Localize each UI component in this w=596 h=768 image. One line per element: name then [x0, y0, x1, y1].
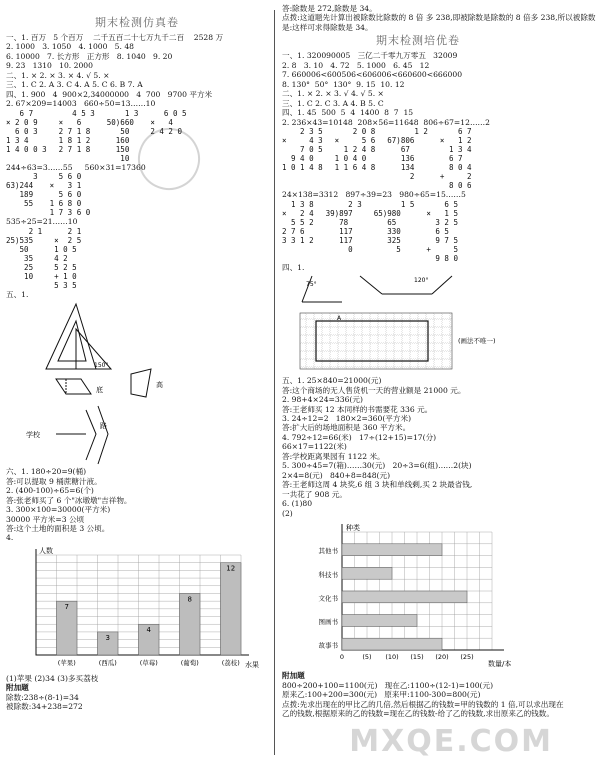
watermark: MXQE.COM	[349, 723, 553, 759]
answer-line: 四、1. 900 4 900×2,34000000 4 700 9700 平方米	[6, 89, 213, 99]
answer-line: 点拨:先求出现在的甲比乙的几倍,然后根据乙的钱数=甲的钱数的 1 倍,可以求出现在	[282, 699, 564, 709]
category-label: (荔枝)	[221, 658, 240, 667]
left-extra-lines	[6, 693, 268, 712]
category-label: 科技书	[318, 571, 338, 580]
left-extra-title: 附加题	[6, 683, 29, 693]
set-square-outer	[46, 304, 96, 369]
answer-line: (2)	[282, 508, 293, 518]
set-square-drawing	[36, 299, 186, 399]
answer-line: 答:王老师这周 4 块奖,6 组 3 块和单线剩,买 2 块最省钱,	[282, 480, 473, 490]
bar-value-label: 3	[105, 633, 110, 642]
answer-line: 800÷200+100=1100(元) 现在乙:1100÷(12-1)=100(元)	[282, 680, 494, 690]
road-label: 路	[100, 422, 107, 431]
left-answer-lines-2	[6, 163, 268, 172]
answer-line: 一、1. 320090005 三亿二千零九万零五 32009	[282, 51, 458, 61]
bar	[342, 615, 417, 627]
answer-line: 24×138=3312 897÷39=23 980÷65=15……5	[282, 190, 466, 200]
bar	[342, 591, 467, 603]
angle-ray-2	[302, 276, 312, 302]
tick-label: (5)	[362, 653, 372, 662]
left-calcs-row-3	[6, 227, 268, 290]
vertical-calculation: 2 1 25)535 50 35 25 10	[6, 226, 43, 281]
axis	[342, 524, 504, 650]
vertical-calculation: 2 3 39)897 78 117 117 0	[325, 199, 362, 254]
left-column	[6, 14, 268, 712]
answer-line: 答:扩大后的场地面积是 360 平方米。	[282, 423, 411, 433]
category-label: (苹果)	[57, 658, 76, 667]
route-drawing	[16, 402, 166, 464]
answer-line: 一、1. 百万 5 个百万 二千五百二十七万九千二百 2528 万	[6, 32, 224, 42]
answer-line: 6. 10000 7. 长方形 正方形 8. 1040 9. 20	[6, 51, 173, 61]
height-label: 高	[156, 381, 163, 390]
school-label: 学校	[26, 431, 40, 440]
answer-line: 原来乙:100+200=300(元) 原来甲:1100-300=800(元)	[282, 690, 481, 700]
answer-line: 244÷63=3……55 560×31=17360	[6, 162, 146, 172]
road-edge-b	[98, 406, 108, 464]
right-section-5-lines	[282, 376, 554, 518]
answer-line: 66×17=1122(米)	[282, 442, 347, 452]
answer-line: 答:张老师买了 6 个"冰墩墩"吉祥物。	[6, 495, 132, 505]
answer-line: 答:这个土地的面积是 3 公顷。	[6, 523, 110, 533]
vertical-calculation: 4 5 3 × 6 2 7 1 8 1 8 1 2 2 7 1 8	[58, 108, 95, 154]
category-label: 其他书	[318, 547, 338, 556]
answer-line: 4. 792÷12=66(米) 17÷(12+15)=17(分)	[282, 432, 437, 442]
answer-line: 三、1. C 2. C 3. A 4. B 5. C	[282, 98, 384, 108]
tick-label: (10)	[385, 653, 399, 662]
bar	[342, 639, 442, 651]
answer-line: 答:王老师买 12 本同样的书需要花 336 元。	[282, 404, 433, 414]
bar-value-label: 8	[187, 595, 192, 604]
vertical-calculation: 5 6 0 × 3 1 5 6 0 1 6 8 0 1 7 3 6 0	[49, 172, 91, 218]
vertical-calculation: 2 3 5 × 4 3 7 0 5 9 4 0 1 0 1 4 8	[282, 127, 323, 173]
answer-line: 2. 236×43=10148 208×56=11648 806÷67=12……2	[282, 117, 490, 127]
answer-line: 答:这个商场的无人售货机一天的营业额是 21000 元。	[282, 385, 466, 395]
answer-line: 7. 660006<600506<606006<660600<666000	[282, 70, 463, 80]
answer-line: 30000 平方米=3 公顷	[6, 514, 85, 524]
y-axis-label: 人数	[39, 546, 53, 555]
left-title: 期末检测仿真卷	[95, 16, 179, 29]
right-top-lines	[282, 4, 596, 32]
answer-line: 4.	[6, 533, 14, 543]
left-answer-lines	[6, 33, 268, 109]
answer-line: 3. 300×100=30000(平方米)	[6, 505, 111, 515]
y-axis-label: 种类	[346, 524, 360, 533]
trapezoid	[131, 369, 151, 397]
left-calcs-row-1	[6, 109, 268, 163]
answer-line: 除数:238÷(8-1)=34	[6, 692, 79, 702]
angle-120-label: 120°	[414, 277, 429, 285]
fruit-bar-chart	[6, 543, 259, 671]
bar	[221, 563, 242, 655]
base-label: 底	[96, 386, 103, 395]
vertical-calculation: 2 0 8 × 5 6 1 2 4 8 1 0 4 0 1 1 6 4 8	[334, 127, 376, 173]
chart-answer: (1)苹果 (2)34 (3)多买荔枝	[6, 673, 99, 683]
x-axis-label: 数量/本	[488, 660, 512, 669]
left-calcs-row-2	[6, 172, 268, 217]
bar	[342, 544, 442, 556]
answer-line: 6. (1)80	[282, 499, 313, 509]
tick-label: (15)	[410, 653, 424, 662]
angle-mark: 150°	[94, 362, 109, 370]
answer-line: 5. 300÷45=7(箱)……30(元) 20÷3=6(组)……2(块)	[282, 461, 472, 471]
road-edge-a	[86, 410, 96, 460]
answer-line: 2. 1000 3. 1050 4. 1000 5. 48	[6, 42, 134, 52]
set-square-inner	[58, 321, 86, 361]
book-bar-chart	[282, 518, 522, 668]
answer-line: 是:这样可求得除数是 34。	[282, 22, 373, 32]
answer-note: (画法不唯一)	[458, 337, 496, 346]
category-label: 故事书	[318, 641, 338, 650]
vertical-calculation: 6 0 5 × 4 2 4 2 0	[150, 108, 187, 136]
category-label: 图画书	[318, 618, 338, 627]
answer-line: 三、1. C 2. A 3. C 4. A 5. C 6. B 7. A	[6, 80, 143, 90]
right-section-4-label: 四、1.	[282, 262, 305, 272]
right-column	[282, 4, 596, 719]
answer-line: 答:除数是 272,除数是 34。	[282, 4, 377, 13]
category-label: (葡萄)	[180, 658, 199, 667]
grid-rectangle-drawing	[282, 311, 542, 373]
right-calcs-row-2	[282, 200, 554, 263]
vertical-calculation: 1 2 67)806 67 136 134 2	[387, 127, 428, 182]
tick-label: 0	[339, 653, 345, 662]
bar-value-label: 12	[226, 564, 236, 573]
category-label: (西瓜)	[98, 658, 117, 667]
answer-line: 2. 98+4×24=336(元)	[282, 395, 363, 405]
answer-line: 2. 67×209=14003 660÷50=13……10	[6, 99, 156, 109]
answer-line: 3. 24÷12=2 180×2=360(平方米)	[282, 413, 412, 423]
right-answer-lines-2	[282, 190, 554, 199]
vertical-calculation: 6 7 × 2 0 9 6 0 3 1 3 4 1 4 0 0 3	[6, 108, 47, 154]
tick-label: (20)	[435, 653, 449, 662]
vertical-calculation: 1 5 65)980 65 330 325 5	[373, 199, 415, 254]
answer-line: 2. 8 3. 10 4. 72 5. 1000 6. 45 12	[282, 60, 430, 70]
left-answer-lines-3	[6, 217, 268, 226]
answer-line: 一共花了 908 元。	[282, 489, 347, 499]
right-calcs-row-1	[282, 127, 554, 190]
bar-value-label: 4	[146, 626, 151, 635]
column-divider	[274, 10, 275, 755]
right-title: 期末检测培优卷	[376, 34, 460, 48]
answer-line: 点拨:这道题先计算出被除数比除数的 8 倍 多 238,即被除数是除数的 8 倍多 238,所以被除数	[282, 13, 596, 23]
angle-ray-5	[360, 276, 382, 294]
answer-line: 二、1. × 2. × 3. × 4. √ 5. ×	[6, 70, 110, 80]
answer-line: 535÷25=21……10	[6, 217, 78, 227]
answer-line: 四、1. 45 500 5 4 1400 8 7 15	[282, 108, 414, 118]
answer-line: 8. 130° 50° 130° 9. 15 10. 12	[282, 79, 405, 89]
category-label: 文化书	[318, 594, 338, 603]
vertical-calculation: 2 1 × 2 5 1 0 5 4 2 5 2 5 + 1 0 5 3 5	[54, 226, 82, 290]
answer-line: 五、1. 25×840=21000(元)	[282, 376, 382, 386]
right-extra-title: 附加题	[282, 671, 305, 681]
answer-line: 答:学校距离果园有 1122 米。	[282, 451, 385, 461]
answer-line: 2. (400-100)÷65=6(个)	[6, 486, 94, 496]
answer-line: 答:可以提取 9 桶蔗糖汁液。	[6, 476, 102, 486]
section-5-label: 五、1.	[6, 289, 29, 299]
answer-line: 六、1. 180÷20=9(桶)	[6, 467, 87, 477]
vertical-calculation: 3 63)244 189 55	[6, 172, 38, 209]
right-answer-lines	[282, 51, 554, 127]
vertical-calculation: 6 7 × 1 2 1 3 4 6 7 8 0 4 + 2 8 0 6	[439, 127, 472, 191]
section-6-lines	[6, 467, 268, 543]
angle-75-label: 75°	[306, 281, 317, 289]
answer-line: 被除数:34+238=272	[6, 702, 83, 712]
answer-line: 9. 23 1310 10. 2000	[6, 61, 93, 71]
right-extra-lines	[282, 680, 564, 719]
x-axis-label: 水果	[245, 660, 259, 669]
answer-line: 2×4=8(元) 840+8=848(元)	[282, 470, 391, 480]
vertical-calculation: 1 3 50)660 50 160 150 10	[106, 108, 139, 163]
vertical-calculation: 1 3 8 × 2 4 5 5 2 2 7 6 3 3 1 2	[282, 199, 314, 245]
parallelogram	[56, 379, 91, 394]
point-a-label: A	[337, 315, 342, 323]
angle-ray-4	[432, 276, 452, 294]
angle-drawing	[282, 272, 542, 308]
vertical-calculation: 6 5 × 1 5 3 2 5 6 5 9 7 5 + 5 9 8 0	[426, 199, 458, 263]
bar-value-label: 7	[64, 603, 69, 612]
answer-line: 乙的钱数,根据原来的乙的钱数=现在乙的钱数-给了乙的钱数,求出原来乙的钱数。	[282, 709, 554, 719]
tick-label: (25)	[460, 653, 474, 662]
answer-line: 二、1. × 2. × 3. √ 4. √ 5. ×	[282, 89, 384, 99]
bar	[342, 568, 392, 580]
category-label: (草莓)	[139, 658, 158, 667]
